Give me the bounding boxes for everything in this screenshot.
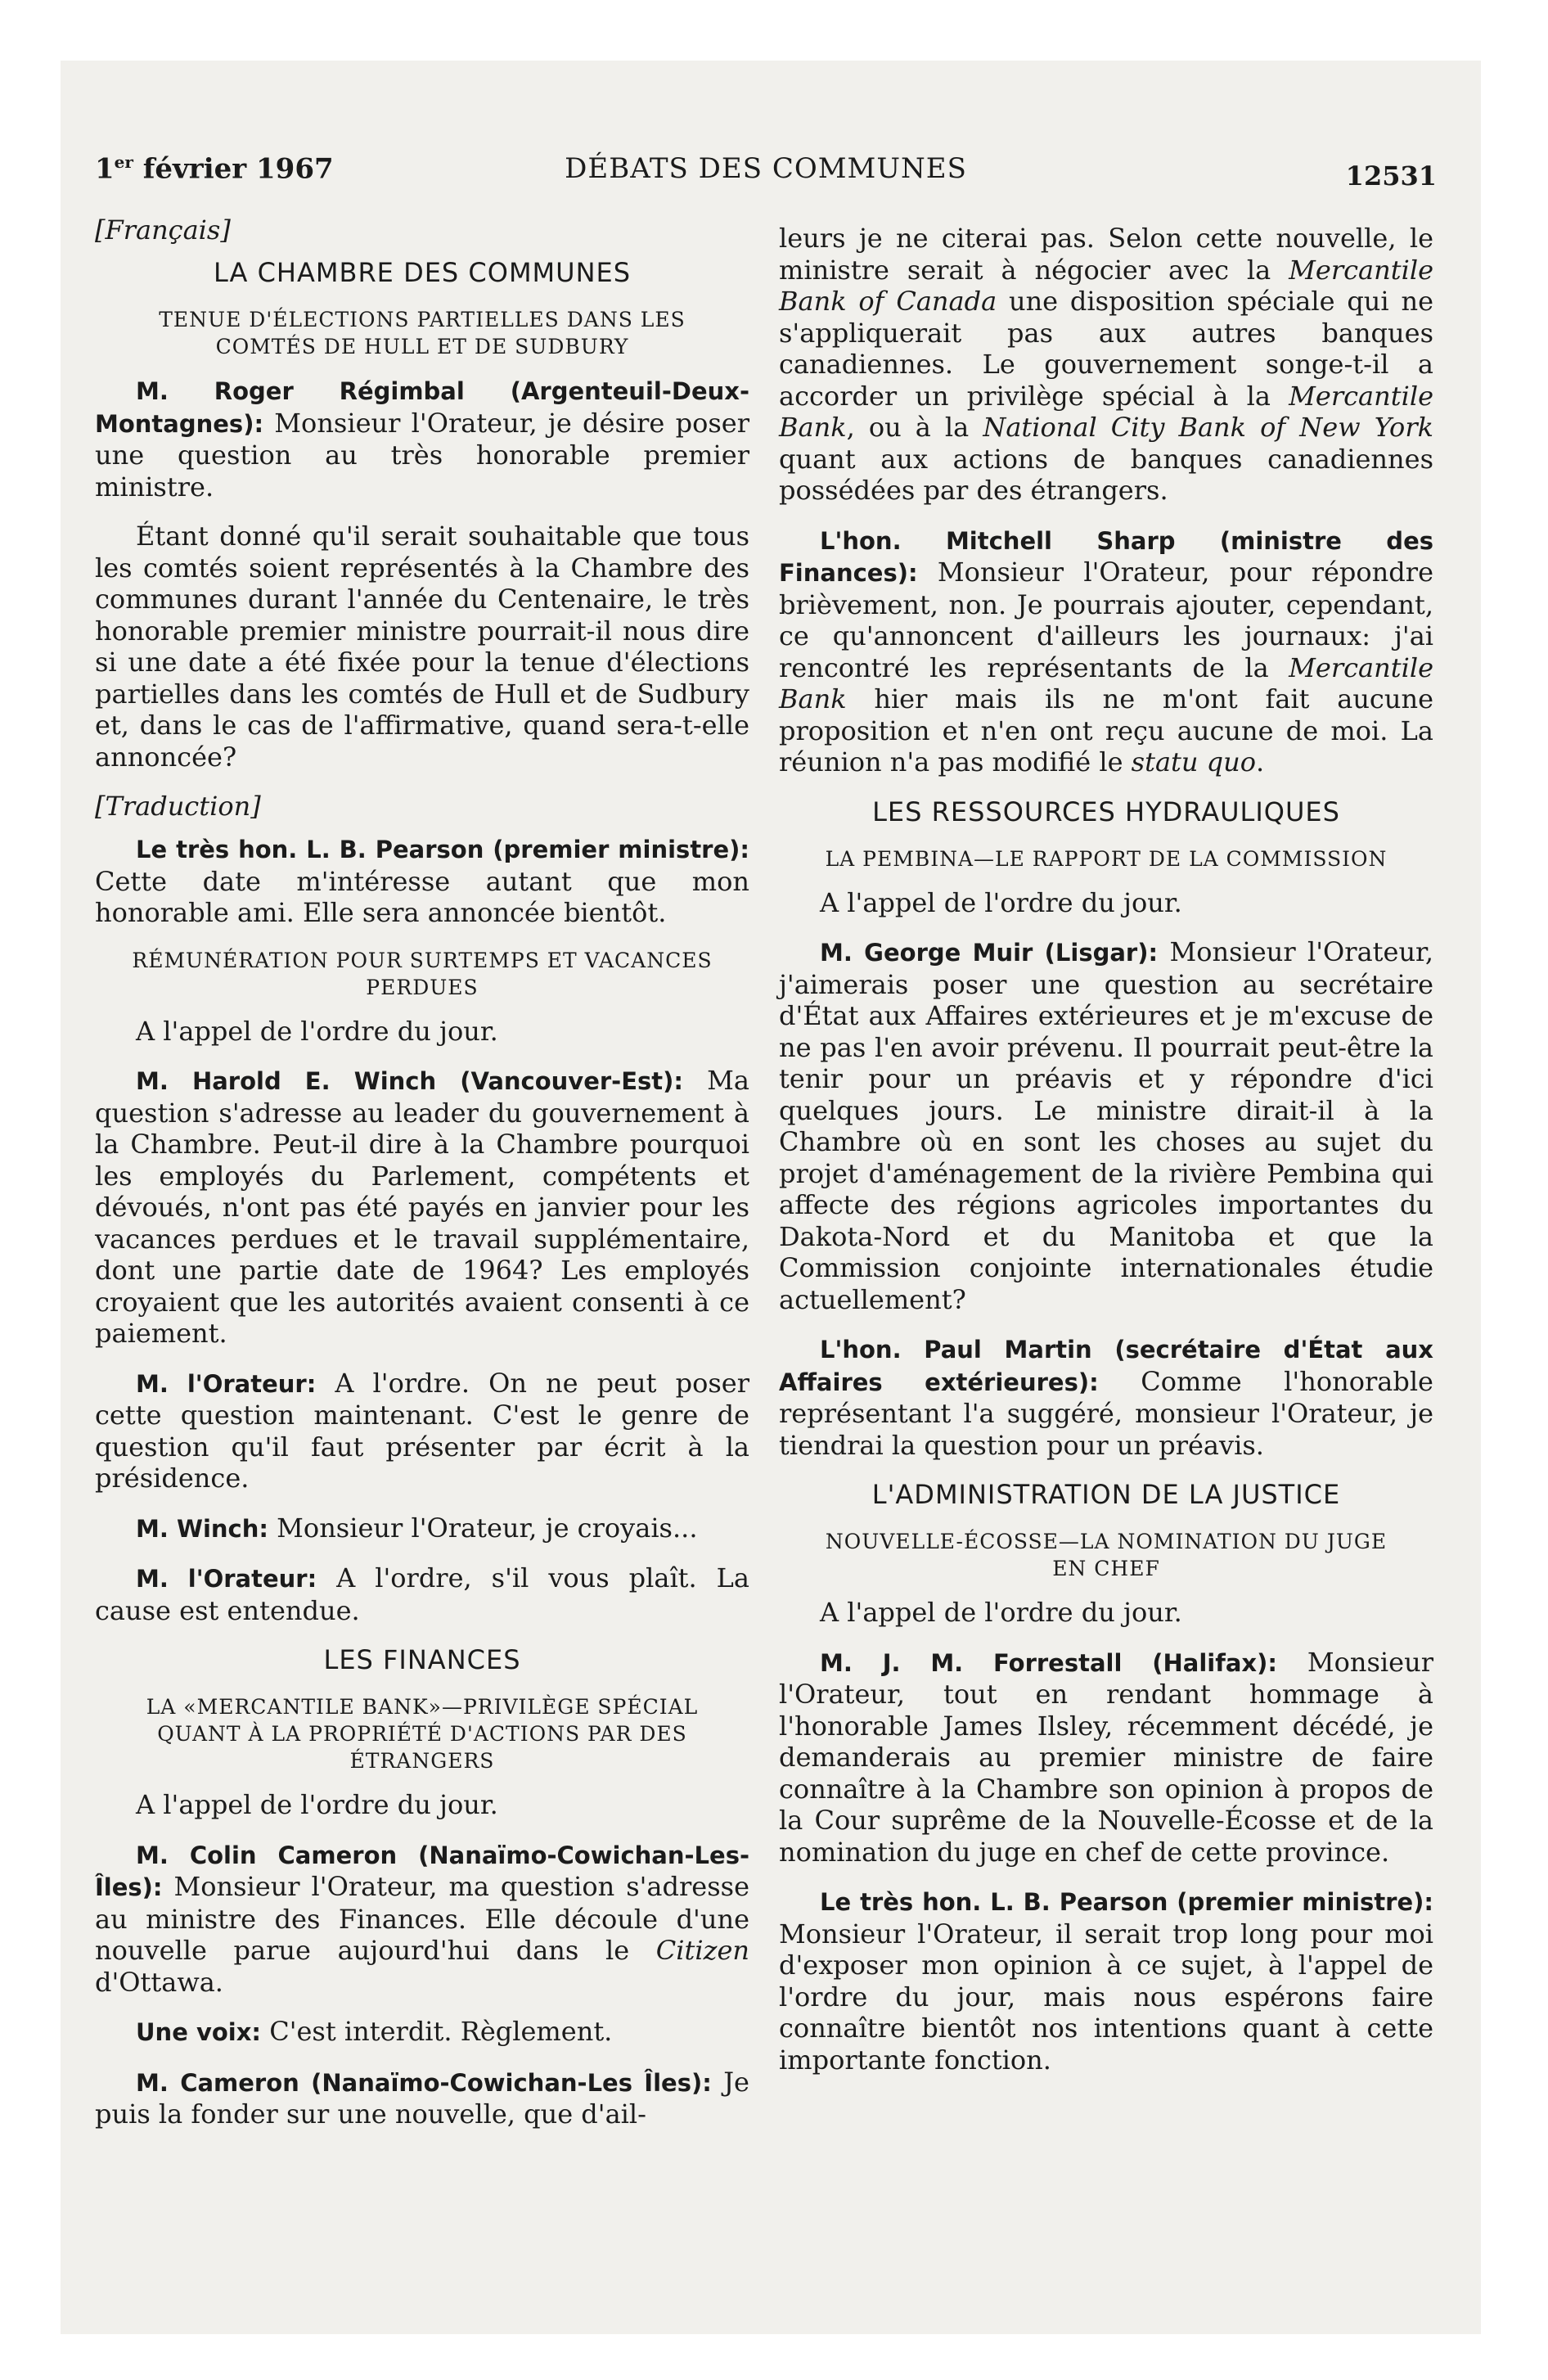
- header-title: DÉBATS DES COMMUNES: [565, 152, 967, 185]
- paragraph: M. Colin Cameron (Nanaïmo-Cowichan-Les-Îles): Monsieur l'Orateur, ma question s'adresse au ministre des Finances. Elle découle d'une nouvelle parue aujourd'hui dans le Citizen d'Ottawa.: [95, 1841, 749, 1998]
- paragraph: M. Roger Régimbal (Argenteuil-Deux-Montagnes): Monsieur l'Orateur, je désire poser une question au très honorable premier ministre.: [95, 377, 749, 503]
- section-heading: LES RESSOURCES HYDRAULIQUES: [872, 796, 1340, 827]
- speaker-name: L'hon. Paul Martin (secrétaire d'État aux Affaires extérieures):: [779, 1336, 1433, 1396]
- paragraph: M. l'Orateur: A l'ordre. On ne peut poser cette question maintenant. C'est le genre de question qu'il faut présenter par écrit à la présidence.: [95, 1367, 750, 1494]
- speaker-name: M. J. M. Forrestall (Halifax):: [820, 1648, 1277, 1677]
- speaker-name: M. l'Orateur:: [136, 1565, 317, 1593]
- speaker-name: L'hon. Mitchell Sharp (ministre des Finances):: [779, 526, 1433, 587]
- page-number: 12531: [1345, 160, 1437, 192]
- subsection-heading: NOUVELLE-ÉCOSSE—LA NOMINATION DU JUGE EN CHEF: [825, 1530, 1388, 1580]
- page-header: [95, 152, 1437, 193]
- section-heading: LES FINANCES: [323, 1644, 521, 1675]
- paragraph: A l'appel de l'ordre du jour.: [136, 1015, 498, 1047]
- paragraph: M. Harold E. Winch (Vancouver-Est): Ma question s'adresse au leader du gouvernement à la Chambre. Peut-il dire à la Chambre pourquoi les employés du Parlement, compétents et dévoués, n'ont pas été payés en janvier pour les vacances perdues et le travail supplémentaire, dont une partie date de 1964? Les employés croyaient que les autorités avaient consenti à ce paiement.: [95, 1065, 750, 1349]
- left-column: [95, 214, 749, 2148]
- paragraph: Le très hon. L. B. Pearson (premier ministre): Monsieur l'Orateur, il serait trop long pour moi d'exposer mon opinion à ce sujet, à l'appel de l'ordre du jour, mais nous espérons faire connaître bientôt nos intentions quant à cette importante fonction.: [779, 1888, 1433, 2076]
- speaker-name: M. Colin Cameron (Nanaïmo-Cowichan-Les-Îles):: [95, 1841, 749, 1901]
- speaker-name: M. l'Orateur:: [136, 1369, 317, 1398]
- section-heading: L'ADMINISTRATION DE LA JUSTICE: [871, 1479, 1341, 1510]
- paragraph: M. Winch: Monsieur l'Orateur, je croyais...: [136, 1512, 698, 1544]
- speaker-name: Le très hon. L. B. Pearson (premier ministre):: [820, 1888, 1433, 1916]
- speaker-name: M. Cameron (Nanaïmo-Cowichan-Les Îles):: [136, 2068, 712, 2097]
- language-marker: [Traduction]: [95, 791, 261, 822]
- speaker-name: M. Winch:: [136, 1514, 268, 1543]
- paragraph: Étant donné qu'il serait souhaitable que tous les comtés soient représentés à la Chambre des communes durant l'année du Centenaire, le très honorable premier ministre pourrait-il nous dire si une date a été fixée pour la tenue d'élections partielles dans les comtés de Hull et de Sudbury et, dans le cas de l'affirmative, quand sera-t-elle annoncée?: [95, 521, 749, 773]
- paragraph: Le très hon. L. B. Pearson (premier ministre): Cette date m'intéresse autant que mon honorable ami. Elle sera annoncée bientôt.: [95, 836, 749, 928]
- paragraph: Une voix: C'est interdit. Règlement.: [136, 2016, 613, 2047]
- language-marker: [Français]: [95, 214, 231, 246]
- subsection-heading: RÉMUNÉRATION POUR SURTEMPS ET VACANCES PERDUES: [132, 948, 713, 999]
- speaker-name: Le très hon. L. B. Pearson (premier ministre):: [136, 836, 749, 863]
- paragraph: M. Cameron (Nanaïmo-Cowichan-Les Îles): Je puis la fonder sur une nouvelle, que d'ail-: [95, 2066, 749, 2130]
- paragraph: L'hon. Paul Martin (secrétaire d'État aux Affaires extérieures): Comme l'honorable représentant l'a suggéré, monsieur l'Orateur, je tiendrai la question pour un préavis.: [779, 1336, 1433, 1461]
- subsection-heading: LA «MERCANTILE BANK»—PRIVILÈGE SPÉCIAL QUANT À LA PROPRIÉTÉ D'ACTIONS PAR DES ÉTRANGERS: [146, 1695, 699, 1773]
- paragraph: A l'appel de l'ordre du jour.: [820, 886, 1182, 918]
- speaker-name: M. Roger Régimbal (Argenteuil-Deux-Montagnes):: [95, 377, 749, 438]
- paragraph: L'hon. Mitchell Sharp (ministre des Finances): Monsieur l'Orateur, pour répondre brièvement, non. Je pourrais ajouter, cependant, ce qu'annoncent d'ailleurs les journaux: j'ai rencontré les représentants de la Mercantile Bank hier mais ils ne m'ont fait aucune proposition et n'en ont reçu aucune de moi. La réunion n'a pas modifié le statu quo.: [779, 526, 1433, 778]
- paragraph: A l'appel de l'ordre du jour.: [820, 1597, 1182, 1628]
- speaker-name: M. George Muir (Lisgar):: [820, 939, 1159, 967]
- paragraph: A l'appel de l'ordre du jour.: [136, 1789, 498, 1820]
- section-heading: LA CHAMBRE DES COMMUNES: [213, 257, 632, 288]
- subsection-heading: LA PEMBINA—LE RAPPORT DE LA COMMISSION: [825, 846, 1388, 871]
- paragraph: M. George Muir (Lisgar): Monsieur l'Orateur, j'aimerais poser une question au secrétaire d'État aux Affaires extérieures et je m'excuse de ne pas l'en avoir prévenu. Il pourrait peut-être la tenir pour un préavis et y répondre d'ici quelques jours. Le ministre dirait-il à la Chambre où en sont les choses au sujet du projet d'aménagement de la rivière Pembina qui affecte des régions agricoles importantes du Dakota-Nord et du Manitoba et que la Commission conjointe internationales étudie actuellement?: [779, 936, 1434, 1315]
- speaker-name: Une voix:: [136, 2018, 262, 2046]
- paragraph: leurs je ne citerai pas. Selon cette nouvelle, le ministre serait à négocier avec la Mercantile Bank of Canada une disposition spéciale qui ne s'appliquerait pas aux autres banques canadiennes. Le gouvernement songe-t-il a accorder un privilège spécial à la Mercantile Bank, ou à la National City Bank of New York quant aux actions de banques canadiennes possédées par des étrangers.: [779, 223, 1434, 506]
- paragraph: M. l'Orateur: A l'ordre, s'il vous plaît. La cause est entendue.: [95, 1562, 750, 1626]
- subsection-heading: TENUE D'ÉLECTIONS PARTIELLES DANS LES COMTÉS DE HULL ET DE SUDBURY: [159, 308, 686, 358]
- paragraph: M. J. M. Forrestall (Halifax): Monsieur l'Orateur, tout en rendant hommage à l'honorable James Ilsley, récemment décédé, je demanderais au premier ministre de faire connaître à la Chambre son opinion à propos de la Cour suprême de la Nouvelle-Écosse et de la nomination du juge en chef de cette province.: [779, 1646, 1433, 1868]
- speaker-name: M. Harold E. Winch (Vancouver-Est):: [136, 1067, 683, 1095]
- right-column: [779, 223, 1433, 2094]
- header-date: 1er février 1967: [95, 152, 334, 186]
